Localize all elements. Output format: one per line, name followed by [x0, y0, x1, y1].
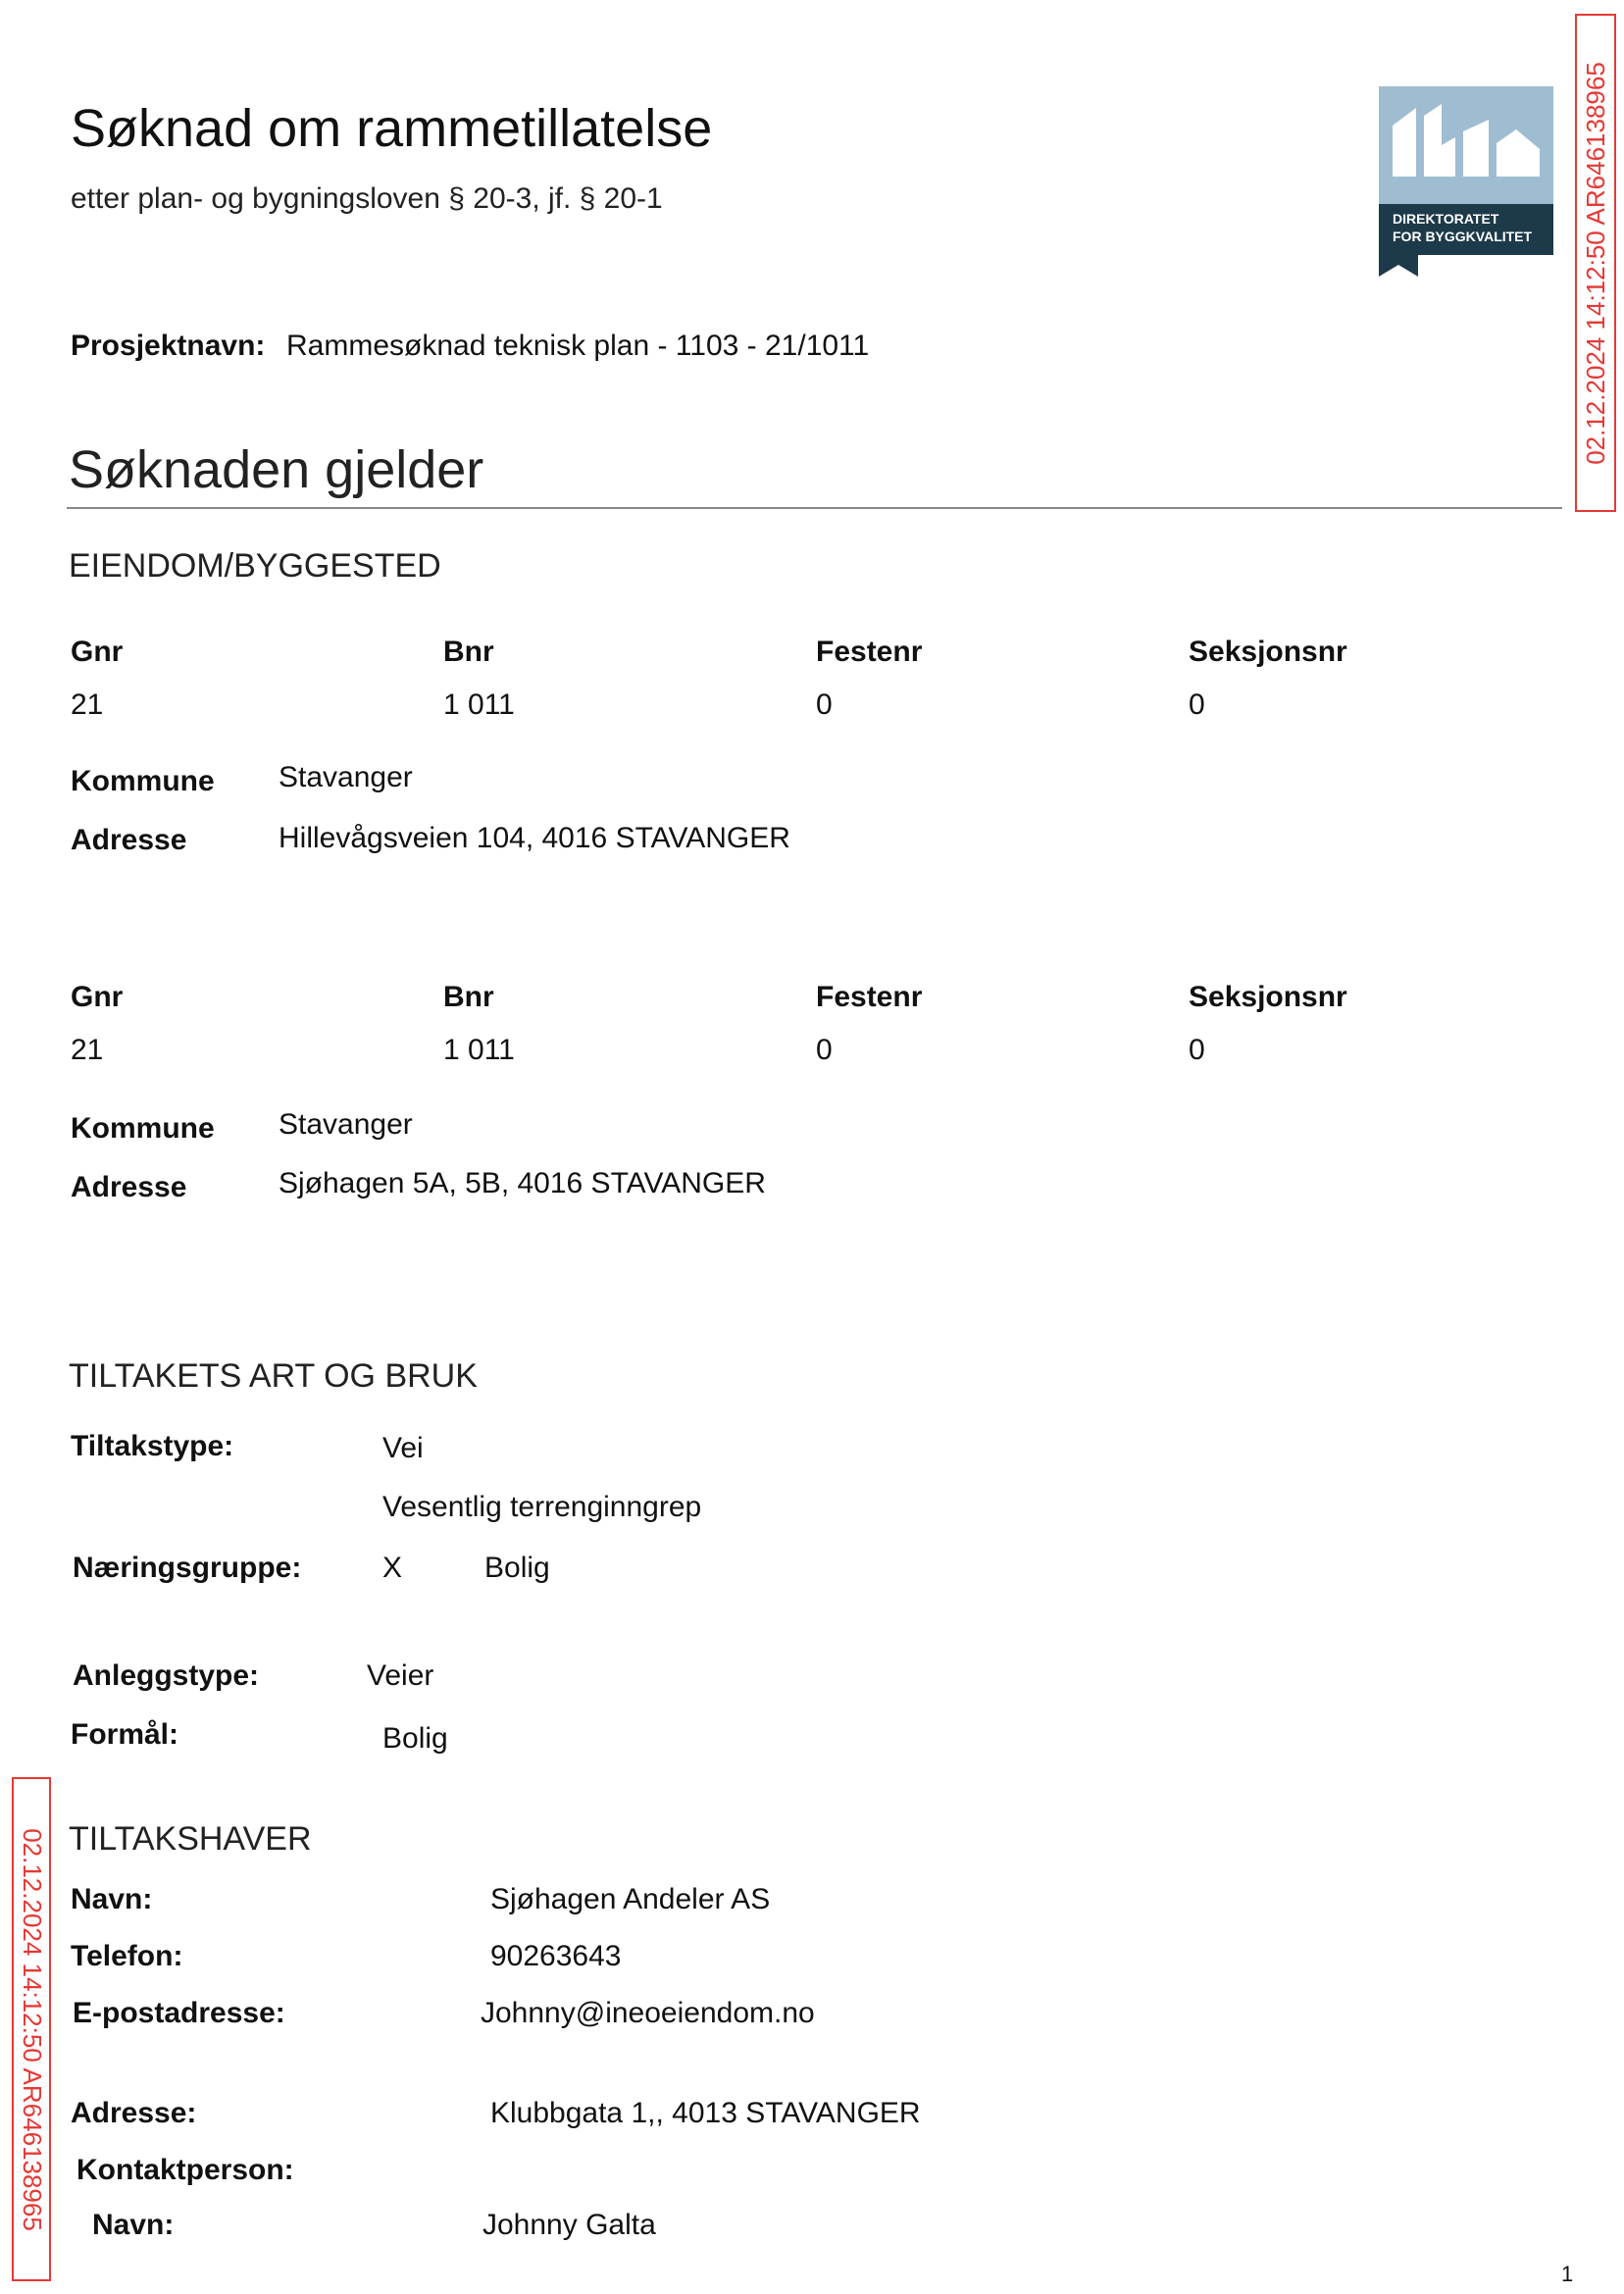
timestamp-stamp-left: 02.12.2024 14:12:50 AR646138965 — [12, 1777, 51, 2281]
entry1-gnr: 21 — [71, 688, 104, 721]
column-gnr: Gnr — [71, 636, 124, 668]
tiltakstype-value-2: Vesentlig terrenginngrep — [382, 1491, 702, 1523]
tiltakshaver-navn-value: Sjøhagen Andeler AS — [490, 1883, 771, 1915]
anleggstype-label: Anleggstype: — [73, 1659, 260, 1692]
document-title: Søknad om rammetillatelse — [71, 99, 713, 158]
dibk-logo — [1379, 86, 1553, 277]
logo-text-line1: DIREKTORATET — [1393, 211, 1499, 227]
entry2-kommune-label: Kommune — [71, 1112, 215, 1145]
document-subtitle: etter plan- og bygningsloven § 20-3, jf. § 20-1 — [71, 182, 663, 215]
kontakt-navn-value: Johnny Galta — [482, 2209, 656, 2241]
entry1-festenr: 0 — [816, 688, 833, 721]
naeringsgruppe-value: Bolig — [484, 1552, 550, 1584]
anleggstype-value: Veier — [367, 1659, 434, 1692]
kontakt-navn-label: Navn: — [92, 2209, 175, 2241]
entry1-adresse-value: Hillevågsveien 104, 4016 STAVANGER — [279, 822, 790, 854]
naeringsgruppe-label: Næringsgruppe: — [73, 1552, 302, 1584]
project-value: Rammesøknad teknisk plan - 1103 - 21/1011 — [286, 330, 870, 362]
column-festenr: Festenr — [816, 636, 923, 668]
entry2-festenr: 0 — [816, 1034, 833, 1066]
entry1-adresse-label: Adresse — [71, 824, 187, 856]
column-seksjonsnr: Seksjonsnr — [1189, 636, 1347, 668]
timestamp-stamp-top: 02.12.2024 14:12:50 AR646138965 — [1575, 14, 1616, 512]
tiltakshaver-navn-label: Navn: — [71, 1883, 153, 1915]
entry2-bnr: 1 011 — [443, 1034, 515, 1066]
tiltakshaver-epost-label: E-postadresse: — [73, 1997, 285, 2029]
tiltakshaver-epost-value: Johnny@ineoeiendom.no — [481, 1997, 815, 2029]
section-divider — [67, 507, 1562, 509]
logo-text-line2: FOR BYGGKVALITET — [1393, 229, 1533, 244]
column-bnr-2: Bnr — [443, 981, 494, 1013]
column-festenr-2: Festenr — [816, 981, 923, 1013]
entry1-seksjonsnr: 0 — [1189, 688, 1205, 721]
entry1-kommune-label: Kommune — [71, 765, 215, 797]
tiltakshaver-telefon-value: 90263643 — [490, 1940, 622, 1972]
tiltakshaver-adresse-label: Adresse: — [71, 2097, 197, 2129]
property-heading: EIENDOM/BYGGESTED — [69, 547, 441, 585]
entry2-seksjonsnr: 0 — [1189, 1034, 1205, 1066]
entry1-bnr: 1 011 — [443, 688, 515, 721]
page-number: 1 — [1561, 2262, 1574, 2286]
entry2-gnr: 21 — [71, 1034, 104, 1066]
project-label: Prosjektnavn: — [71, 330, 266, 362]
entry2-adresse-value: Sjøhagen 5A, 5B, 4016 STAVANGER — [279, 1167, 766, 1199]
tiltakshaver-heading: TILTAKSHAVER — [69, 1820, 312, 1858]
column-seksjonsnr-2: Seksjonsnr — [1189, 981, 1347, 1013]
naeringsgruppe-code: X — [382, 1552, 403, 1584]
entry2-kommune-value: Stavanger — [279, 1108, 413, 1141]
tiltak-heading: TILTAKETS ART OG BRUK — [69, 1357, 478, 1395]
entry1-kommune-value: Stavanger — [279, 761, 413, 793]
tiltakshaver-adresse-value: Klubbgata 1,, 4013 STAVANGER — [490, 2097, 921, 2129]
formal-label: Formål: — [71, 1718, 179, 1751]
tiltakstype-value-1: Vei — [382, 1432, 424, 1464]
tiltakstype-label: Tiltakstype: — [71, 1430, 234, 1462]
tiltakshaver-telefon-label: Telefon: — [71, 1940, 183, 1972]
column-gnr-2: Gnr — [71, 981, 124, 1013]
kontaktperson-label: Kontaktperson: — [76, 2154, 294, 2186]
entry2-adresse-label: Adresse — [71, 1171, 187, 1203]
formal-value: Bolig — [382, 1722, 448, 1755]
section-title: Søknaden gjelder — [69, 440, 484, 499]
column-bnr: Bnr — [443, 636, 494, 668]
